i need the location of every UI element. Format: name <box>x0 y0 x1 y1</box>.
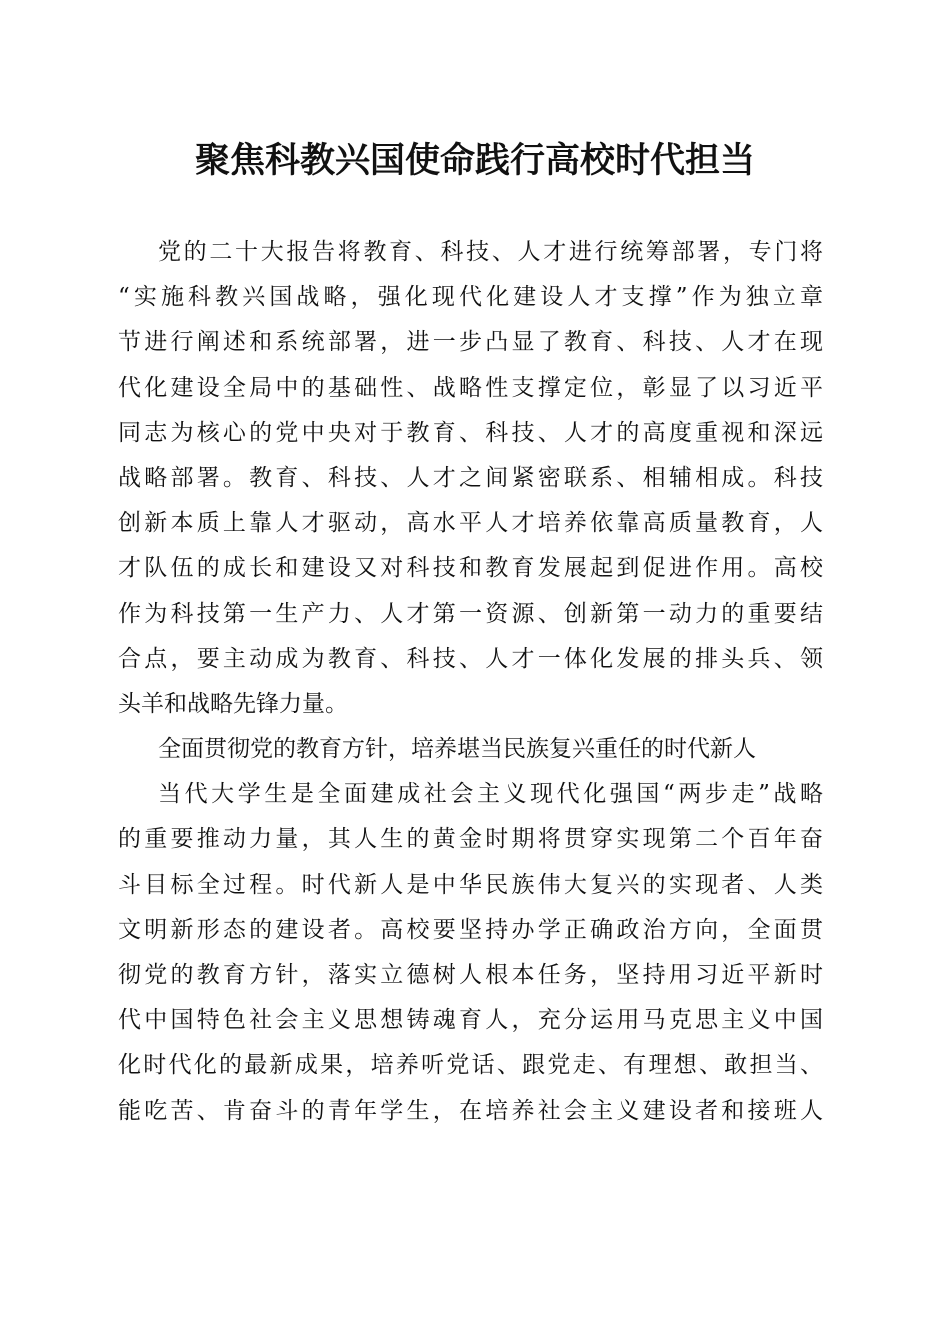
paragraph-2-line-4: 文明新形态的建设者。高校要坚持办学正确政治方向，全面贯 <box>118 916 823 943</box>
paragraph-1-line-8: 才队伍的成长和建设又对科技和教育发展起到促进作用。高校 <box>118 555 823 582</box>
paragraph-1-line-4: 代化建设全局中的基础性、战略性支撑定位，彰显了以习近平 <box>118 374 823 401</box>
paragraph-2-line-1: 当代大学生是全面建成社会主义现代化强国“两步走”战略 <box>158 781 823 808</box>
paragraph-2-line-7: 化时代化的最新成果，培养听党话、跟党走、有理想、敢担当、 <box>118 1052 823 1079</box>
section-heading: 全面贯彻党的教育方针，培养堪当民族复兴重任的时代新人 <box>158 736 756 763</box>
paragraph-1-line-7: 创新本质上靠人才驱动，高水平人才培养依靠高质量教育，人 <box>118 510 823 537</box>
paragraph-1-line-6: 战略部署。教育、科技、人才之间紧密联系、相辅相成。科技 <box>118 464 823 491</box>
paragraph-1-line-3: 节进行阐述和系统部署，进一步凸显了教育、科技、人才在现 <box>118 329 823 356</box>
paragraph-2-line-3: 斗目标全过程。时代新人是中华民族伟大复兴的实现者、人类 <box>118 871 823 898</box>
paragraph-2-line-2: 的重要推动力量，其人生的黄金时期将贯穿实现第二个百年奋 <box>118 826 823 853</box>
paragraph-2-line-8: 能吃苦、肯奋斗的青年学生，在培养社会主义建设者和接班人 <box>118 1097 823 1124</box>
paragraph-2-line-6: 代中国特色社会主义思想铸魂育人，充分运用马克思主义中国 <box>118 1007 823 1034</box>
paragraph-1-line-11: 头羊和战略先锋力量。 <box>118 690 348 717</box>
paragraph-2-line-5: 彻党的教育方针，落实立德树人根本任务，坚持用习近平新时 <box>118 962 823 988</box>
paragraph-1-line-5: 同志为核心的党中央对于教育、科技、人才的高度重视和深远 <box>118 419 823 446</box>
document-title: 聚焦科教兴国使命践行高校时代担当 <box>194 140 755 181</box>
paragraph-1-line-10: 合点，要主动成为教育、科技、人才一体化发展的排头兵、领 <box>118 645 823 672</box>
paragraph-1-line-2: “实施科教兴国战略，强化现代化建设人才支撑”作为独立章 <box>118 284 823 311</box>
paragraph-1-line-1: 党的二十大报告将教育、科技、人才进行统筹部署，专门将 <box>158 239 823 265</box>
paragraph-1-line-9: 作为科技第一生产力、人才第一资源、创新第一动力的重要结 <box>118 600 823 627</box>
document-body <box>118 230 823 1134</box>
